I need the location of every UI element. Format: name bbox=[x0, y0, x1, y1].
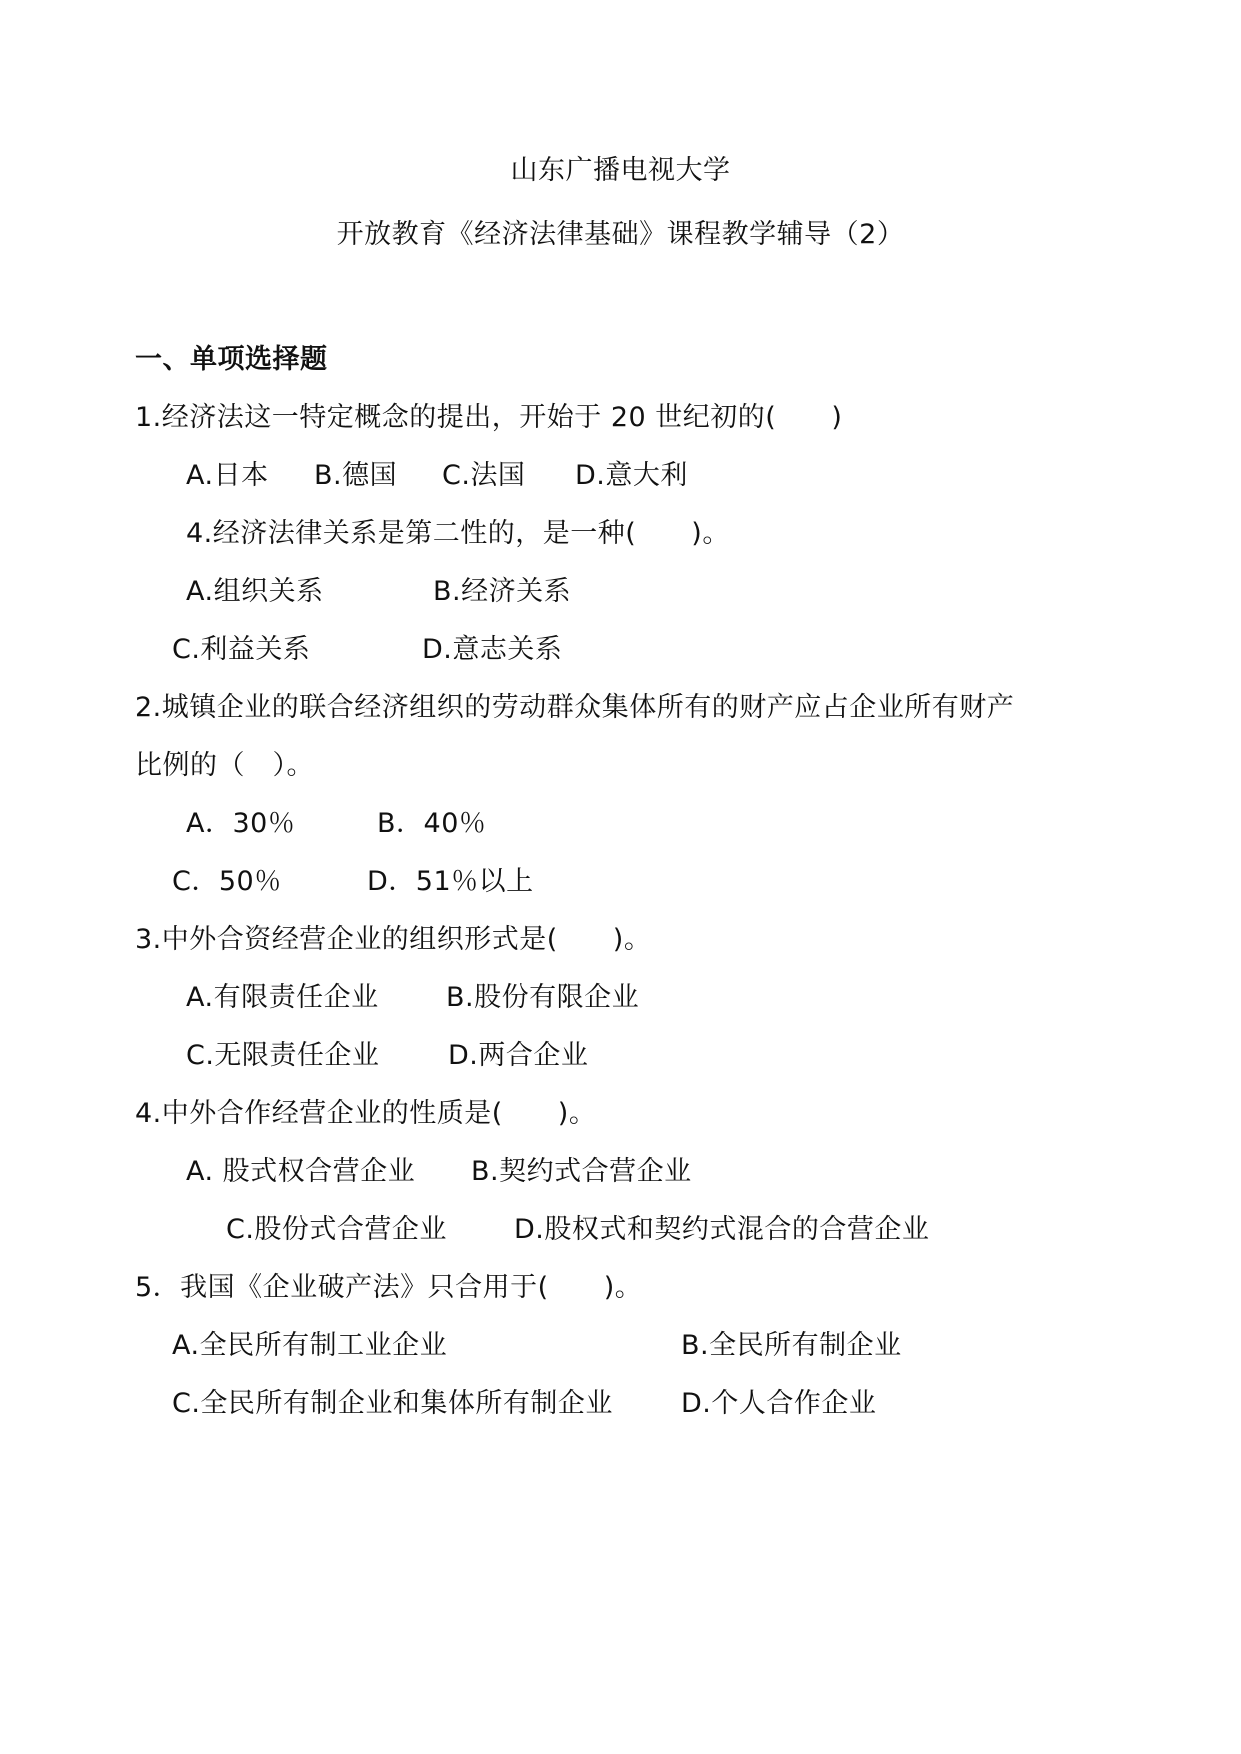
question-3-option-b: B.股份有限企业 bbox=[446, 982, 640, 1013]
question-3-option-a: A.有限责任企业 bbox=[186, 982, 379, 1013]
question-2-option-b: B．40％ bbox=[377, 808, 487, 839]
question-5-option-b: B.全民所有制企业 bbox=[681, 1330, 902, 1361]
question-4-stem: 4.中外合作经营企业的性质是( )。 bbox=[135, 1098, 597, 1129]
question-5-option-d: D.个人合作企业 bbox=[681, 1388, 877, 1419]
question-5-option-c: C.全民所有制企业和集体所有制企业 bbox=[172, 1388, 613, 1419]
question-1b-stem: 4.经济法律关系是第二性的，是一种( )。 bbox=[186, 518, 730, 549]
question-1-stem: 1.经济法这一特定概念的提出，开始于 20 世纪初的( ) bbox=[135, 402, 843, 433]
question-3-stem: 3.中外合资经营企业的组织形式是( )。 bbox=[135, 924, 652, 955]
question-4-option-b: B.契约式合营企业 bbox=[471, 1156, 692, 1187]
question-1b-option-d: D.意志关系 bbox=[422, 634, 563, 665]
question-3-option-c: C.无限责任企业 bbox=[186, 1040, 380, 1071]
course-title: 开放教育《经济法律基础》课程教学辅导（2） bbox=[336, 219, 905, 250]
question-2-stem-line2: 比例的（ ）。 bbox=[135, 750, 314, 781]
question-5-option-a: A.全民所有制工业企业 bbox=[172, 1330, 448, 1361]
question-3-option-d: D.两合企业 bbox=[448, 1040, 589, 1071]
question-2-option-a: A．30％ bbox=[186, 808, 296, 839]
university-title: 山东广播电视大学 bbox=[510, 155, 731, 186]
question-5-stem: 5．我国《企业破产法》只合用于( )。 bbox=[135, 1272, 643, 1303]
section-heading: 一、单项选择题 bbox=[135, 344, 328, 375]
question-1b-option-a: A.组织关系 bbox=[186, 576, 324, 607]
question-2-option-c: C．50％ bbox=[172, 866, 282, 897]
question-4-option-d: D.股权式和契约式混合的合营企业 bbox=[514, 1214, 930, 1245]
question-2-option-d: D．51％以上 bbox=[367, 866, 534, 897]
question-1-option-b: B.德国 bbox=[314, 460, 398, 491]
question-1-option-c: C.法国 bbox=[442, 460, 526, 491]
question-1b-option-b: B.经济关系 bbox=[433, 576, 572, 607]
question-4-option-c: C.股份式合营企业 bbox=[226, 1214, 447, 1245]
question-1b-option-c: C.利益关系 bbox=[172, 634, 311, 665]
question-4-option-a: A. 股式权合营企业 bbox=[186, 1156, 416, 1187]
question-1-option-a: A.日本 bbox=[186, 460, 269, 491]
question-2-stem-line1: 2.城镇企业的联合经济组织的劳动群众集体所有的财产应占企业所有财产 bbox=[135, 692, 1015, 723]
question-1-option-d: D.意大利 bbox=[575, 460, 688, 491]
